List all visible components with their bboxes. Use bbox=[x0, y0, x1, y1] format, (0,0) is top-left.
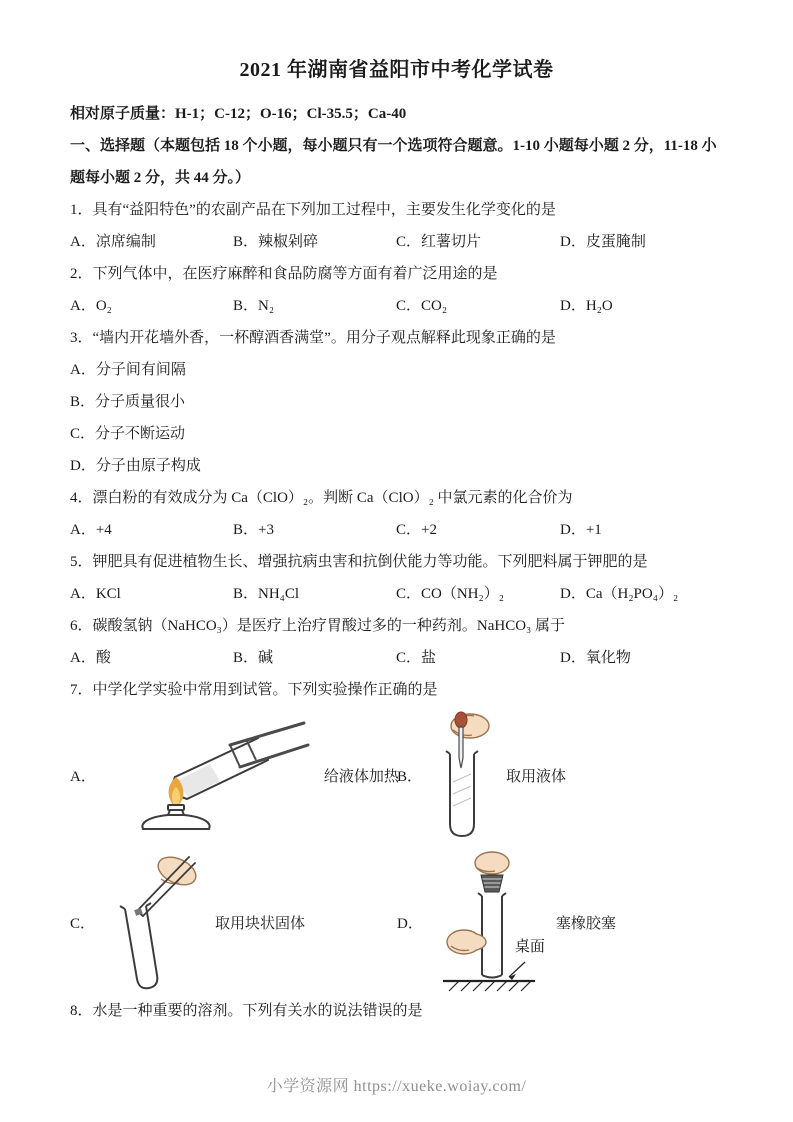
q6-options bbox=[70, 642, 723, 674]
page-title: 2021 年湖南省益阳市中考化学试卷 bbox=[239, 59, 554, 81]
q3-option-c: C．分子不断运动 bbox=[70, 426, 186, 442]
table-surface-label: 桌面 bbox=[514, 939, 545, 955]
q7-option-a-label: A． bbox=[70, 768, 96, 785]
q6-option-b: B．碱 bbox=[233, 650, 274, 666]
q2-stem: 2．下列气体中，在医疗麻醉和食品防腐等方面有着广泛用途的是 bbox=[70, 266, 498, 282]
q1-options bbox=[70, 226, 723, 258]
q2-option-c: C．CO₂ bbox=[396, 298, 448, 314]
q7-option-d bbox=[397, 850, 723, 995]
watermark-footer: 小学资源网 https://xueke.woiay.com/ bbox=[266, 1078, 527, 1095]
q1-option-c: C．红薯切片 bbox=[396, 234, 482, 250]
question-8 bbox=[70, 995, 723, 1027]
q6-option-d: D．氧化物 bbox=[560, 650, 631, 666]
question-3 bbox=[70, 322, 723, 482]
q2-options bbox=[70, 290, 723, 322]
take-liquid-figure bbox=[436, 710, 492, 840]
question-2 bbox=[70, 258, 723, 322]
q7-option-b-caption: 取用液体 bbox=[506, 768, 567, 785]
q7-option-d-label: D． bbox=[397, 916, 423, 932]
q1-option-d: D．皮蛋腌制 bbox=[560, 234, 646, 250]
q4-stem: 4．漂白粉的有效成分为 Ca（ClO）₂。判断 Ca（ClO）₂ 中氯元素的化合价为 bbox=[70, 490, 573, 506]
section-header: 一、选择题（本题包括 18 个小题，每小题只有一个选项符合题意。1-10 小题每小题 2 分，11-18 小题每小题 2 分，共 44 分。） bbox=[70, 138, 717, 186]
q3-option-d: D．分子由原子构成 bbox=[70, 458, 201, 474]
q6-stem: 6．碳酸氢钠（NaHCO₃）是医疗上治疗胃酸过多的一种药剂。NaHCO₃ 属于 bbox=[70, 618, 566, 634]
question-6 bbox=[70, 610, 723, 674]
q7-option-c bbox=[70, 850, 397, 995]
q7-option-c-caption: 取用块状固体 bbox=[215, 916, 306, 932]
take-solid-figure bbox=[109, 853, 201, 993]
q2-option-a: A．O₂ bbox=[70, 298, 112, 314]
q3-stem: 3．“墙内开花墙外香，一杯醇酒香满堂”。用分子观点解释此现象正确的是 bbox=[70, 330, 556, 346]
question-5 bbox=[70, 546, 723, 610]
question-1 bbox=[70, 194, 723, 258]
q5-stem: 5．钾肥具有促进植物生长、增强抗病虫害和抗倒伏能力等功能。下列肥料属于钾肥的是 bbox=[70, 554, 648, 570]
q7-option-a bbox=[70, 710, 397, 840]
question-7 bbox=[70, 674, 723, 995]
heat-liquid-figure bbox=[110, 719, 310, 831]
q5-option-d: D．Ca（H₂PO₄）₂ bbox=[560, 586, 679, 602]
q1-stem: 1．具有“益阳特色”的农副产品在下列加工过程中，主要发生化学变化的是 bbox=[70, 202, 556, 218]
q6-option-c: C．盐 bbox=[396, 650, 437, 666]
q7-option-d-caption: 塞橡胶塞 bbox=[555, 916, 616, 932]
q7-figure-grid bbox=[70, 710, 723, 995]
question-4 bbox=[70, 482, 723, 546]
q2-option-b: B．N₂ bbox=[233, 298, 275, 314]
q5-options bbox=[70, 578, 723, 610]
take-liquid-illustration bbox=[436, 710, 492, 840]
heat-liquid-illustration bbox=[110, 719, 310, 831]
q5-option-a: A．KCl bbox=[70, 586, 121, 602]
q4-option-a: A．+4 bbox=[70, 522, 112, 538]
q7-option-b bbox=[397, 710, 723, 840]
q7-option-a-caption: 给液体加热 bbox=[323, 768, 399, 785]
q6-option-a: A．酸 bbox=[70, 650, 111, 666]
q5-option-b: B．NH₄Cl bbox=[233, 586, 300, 602]
q4-option-d: D．+1 bbox=[560, 522, 602, 538]
q3-option-a: A．分子间有间隔 bbox=[70, 362, 186, 378]
atomic-mass-line: 相对原子质量：H-1；C-12；O-16；Cl-35.5；Ca-40 bbox=[70, 106, 407, 122]
q1-option-a: A．凉席编制 bbox=[70, 234, 156, 250]
q4-option-c: C．+2 bbox=[396, 522, 437, 538]
q8-stem: 8．水是一种重要的溶剂。下列有关水的说法错误的是 bbox=[70, 1003, 423, 1019]
q3-option-b: B．分子质量很小 bbox=[70, 394, 186, 410]
insert-stopper-illustration bbox=[437, 850, 542, 995]
take-solid-illustration bbox=[109, 853, 201, 993]
q7-option-c-label: C． bbox=[70, 916, 96, 932]
insert-stopper-figure bbox=[437, 850, 545, 995]
q4-option-b: B．+3 bbox=[233, 522, 274, 538]
q7-stem: 7．中学化学实验中常用到试管。下列实验操作正确的是 bbox=[70, 682, 438, 698]
q7-option-b-label: B． bbox=[397, 768, 423, 785]
q5-option-c: C．CO（NH₂）₂ bbox=[396, 586, 504, 602]
q2-option-d: D．H₂O bbox=[560, 298, 613, 314]
q4-options bbox=[70, 514, 723, 546]
q1-option-b: B．辣椒剁碎 bbox=[233, 234, 319, 250]
